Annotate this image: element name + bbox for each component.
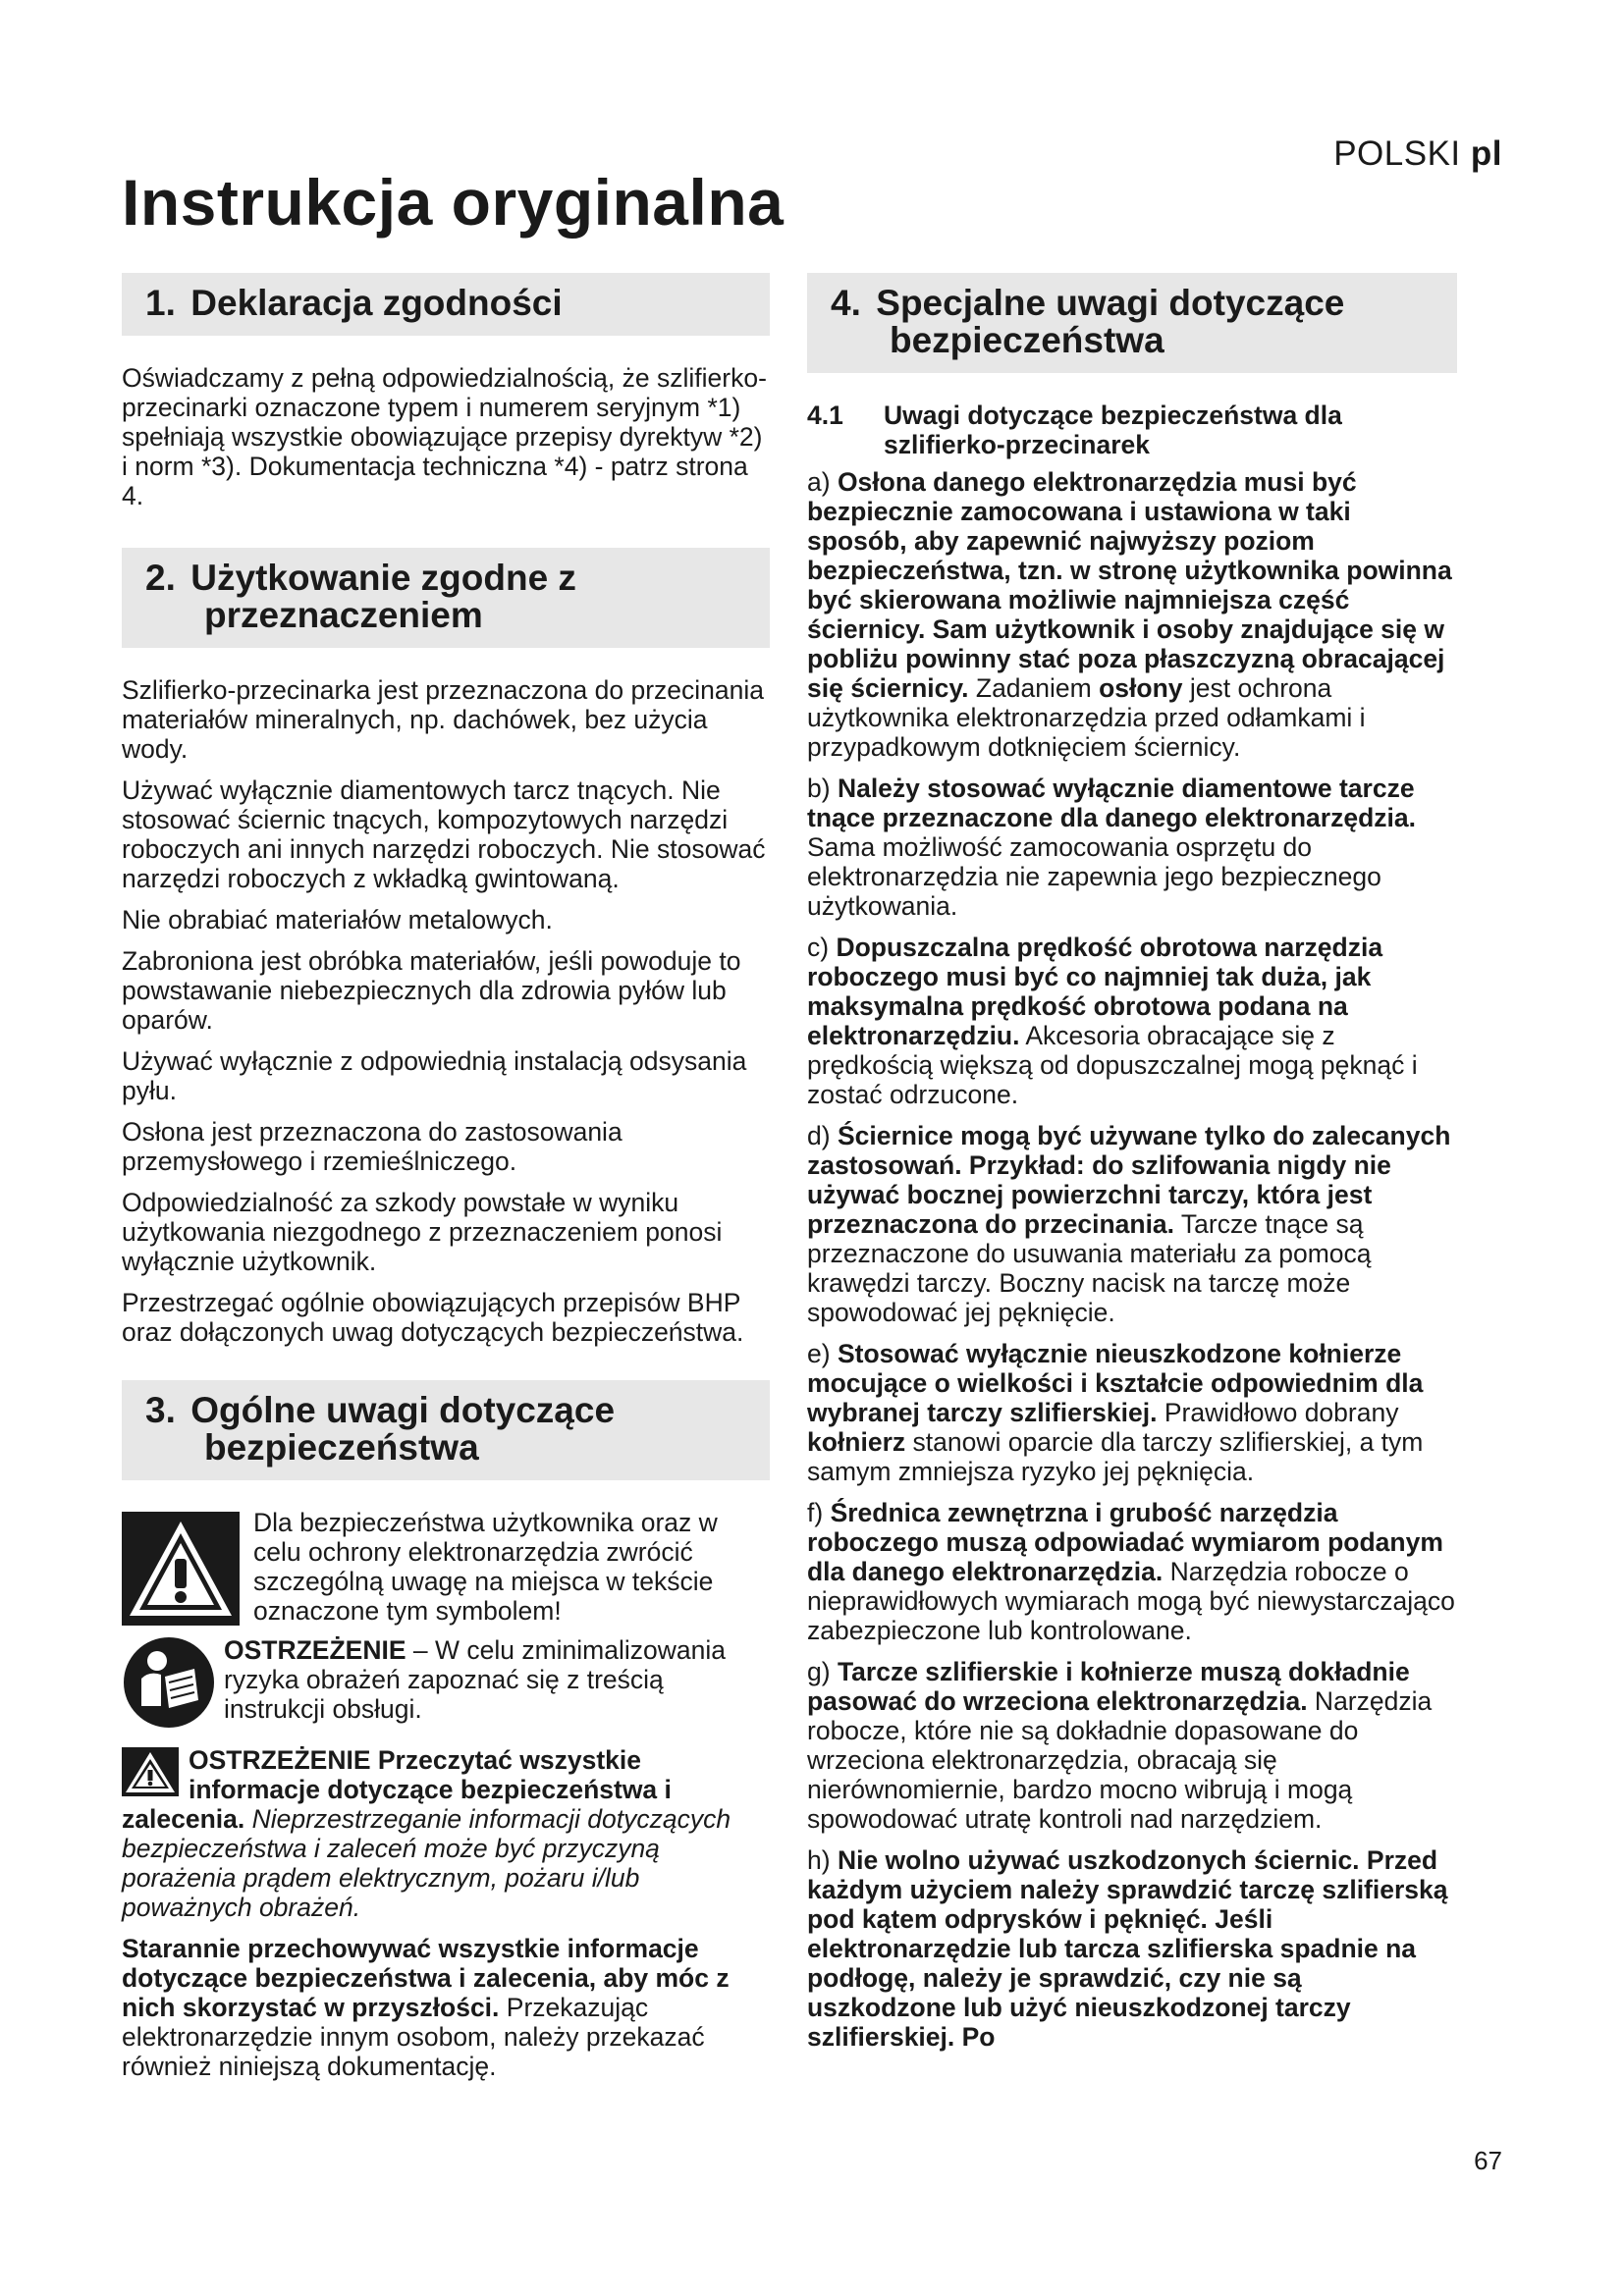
- section-2-paragraph: Używać wyłącznie diamentowych tarcz tnących. Nie stosować ściernic tnących, kompozytowych narzędzi roboczych ani innych narzędzi roboczych. Nie stosować narzędzi roboczych z wkładką gwintowaną.: [122, 775, 766, 893]
- section-3-heading: 3. Ogólne uwagi dotyczące bezpieczeństwa: [122, 1380, 770, 1480]
- warning-read-all: OSTRZEŻENIE Przeczytać wszystkie informacje dotyczące bezpieczeństwa i zalecenia. Nieprzestrzeganie informacji dotyczących bezpieczeństwa i zaleceń może być przyczyną porażenia prądem elektrycznym, pożaru i/lub poważnych obrażeń.: [122, 1745, 731, 1922]
- read-manual-icon: [122, 1635, 216, 1730]
- language-label: POLSKI pl: [1333, 134, 1502, 173]
- section-2-paragraph: Szlifierko-przecinarka jest przeznaczona do przecinania materiałów mineralnych, np. dachówek, bez użycia wody.: [122, 675, 764, 764]
- section-2-paragraph: Używać wyłącznie z odpowiednią instalacją odsysania pyłu.: [122, 1046, 747, 1105]
- page-title: Instrukcja oryginalna: [122, 166, 785, 239]
- section-2-paragraph: Przestrzegać ogólnie obowiązujących przepisów BHP oraz dołączonych uwag dotyczących bezpieczeństwa.: [122, 1288, 744, 1347]
- rule-e: e) Stosować wyłącznie nieuszkodzone kołnierze mocujące o wielkości i kształcie odpowiednim dla wybranej tarczy szlifierskiej. Prawidłowo dobrany kołnierz stanowi oparcie dla tarczy szlifierskiej, a tym samym zmniejsza ryzyko jej pęknięcia.: [807, 1339, 1424, 1486]
- rule-c: c) Dopuszczalna prędkość obrotowa narzędzia roboczego musi być co najmniej tak duża, jak maksymalna prędkość obrotowa podana na elektronarzędziu. Akcesoria obracające się z prędkością większą od dopuszczalnej mogą pęknąć i zostać odrzucone.: [807, 933, 1418, 1109]
- symbol-note: Dla bezpieczeństwa użytkownika oraz w celu ochrony elektronarzędzia zwrócić szczególną uwagę na miejsca w tekście oznaczone tym symbolem!: [122, 1508, 770, 1626]
- page-number: 67: [1474, 2146, 1502, 2175]
- section-2-paragraph: Odpowiedzialność za szkody powstałe w wyniku użytkowania niezgodnego z przeznaczeniem ponosi wyłącznie użytkownik.: [122, 1188, 723, 1276]
- rule-f: f) Średnica zewnętrzna i grubość narzędzia roboczego muszą odpowiadać wymiarom podanym dla danego elektronarzędzia. Narzędzia robocze o nieprawidłowych wymiarach mogą być niewystarczająco zabezpieczone lub kontrolowane.: [807, 1498, 1455, 1645]
- section-4-heading: 4. Specjalne uwagi dotyczące bezpieczeństwa: [807, 273, 1457, 373]
- rule-a: a) Osłona danego elektronarzędzia musi być bezpiecznie zamocowana i ustawiona w taki sposób, aby zapewnić najwyższy poziom bezpieczeństwa, tzn. w stronę użytkownika powinna być skierowana możliwie najmniejsza część ściernicy. Sam użytkownik i osoby znajdujące się w pobliżu powinny stać poza płaszczyzną obracającej się ściernicy. Zadaniem osłony jest ochrona użytkownika elektronarzędzia przed odłamkami i przypadkowym dotknięciem ściernicy.: [807, 467, 1452, 762]
- warning-triangle-small-icon: [122, 1747, 179, 1796]
- section-1-heading: 1. Deklaracja zgodności: [122, 273, 770, 336]
- rule-h: h) Nie wolno używać uszkodzonych ściernic. Przed każdym użyciem należy sprawdzić tarczę szlifierską pod kątem odprysków i pęknięć. Jeśli elektronarzędzie lub tarcza szlifierska spadnie na podłogę, należy je sprawdzić, czy nie są uszkodzone lub użyć nieuszkodzonej tarczy szlifierskiej. Po: [807, 1845, 1448, 2052]
- warning-triangle-icon: [122, 1512, 240, 1626]
- section-2-paragraph: Zabroniona jest obróbka materiałów, jeśli powoduje to powstawanie niebezpiecznych dla zdrowia pyłów lub oparów.: [122, 946, 741, 1035]
- rule-g: g) Tarcze szlifierskie i kołnierze muszą dokładnie pasować do wrzeciona elektronarzędzia. Narzędzia robocze, które nie są dokładnie dopasowane do wrzeciona elektronarzędzia, obracają się nierównomiernie, bardzo mocno wibrują i mogą spowodować utratę kontroli nad narzędziem.: [807, 1657, 1433, 1834]
- warning-read-manual: OSTRZEŻENIE – W celu zminimalizowania ryzyka obrażeń zapoznać się z treścią instrukcji obsługi.: [122, 1635, 770, 1735]
- keep-instructions: Starannie przechowywać wszystkie informacje dotyczące bezpieczeństwa i zalecenia, aby móc z nich skorzystać w przyszłości. Przekazując elektronarzędzie innym osobom, należy przekazać również niniejszą dokumentację.: [122, 1934, 730, 2081]
- section-2-heading: 2. Użytkowanie zgodne z przeznaczeniem: [122, 548, 770, 648]
- rule-d: d) Ściernice mogą być używane tylko do zalecanych zastosowań. Przykład: do szlifowania nigdy nie używać bocznej powierzchni tarczy, która jest przeznaczona do przecinania. Tarcze tnące są przeznaczone do usuwania materiału za pomocą krawędzi tarczy. Boczny nacisk na tarczę może spowodować jej pęknięcie.: [807, 1121, 1451, 1327]
- subsection-4-1-heading: 4.1 Uwagi dotyczące bezpieczeństwa dla szlifierko-przecinarek: [807, 400, 1342, 459]
- section-2-paragraph: Osłona jest przeznaczona do zastosowania przemysłowego i rzemieślniczego.: [122, 1117, 623, 1176]
- left-column: [122, 273, 770, 2093]
- section-1-text: Oświadczamy z pełną odpowiedzialnością, że szlifierko-przecinarki oznaczone typem i numerem seryjnym *1) spełniają wszystkie obowiązujące przepisy dyrektyw *2) i norm *3). Dokumentacja techniczna *4) - patrz strona 4.: [122, 363, 767, 510]
- section-2-paragraph: Nie obrabiać materiałów metalowych.: [122, 905, 553, 934]
- right-column: [807, 273, 1457, 2063]
- rule-b: b) Należy stosować wyłącznie diamentowe tarcze tnące przeznaczone dla danego elektronarzędzia. Sama możliwość zamocowania osprzętu do elektronarzędzia nie zapewnia jego bezpiecznego użytkowania.: [807, 774, 1416, 921]
